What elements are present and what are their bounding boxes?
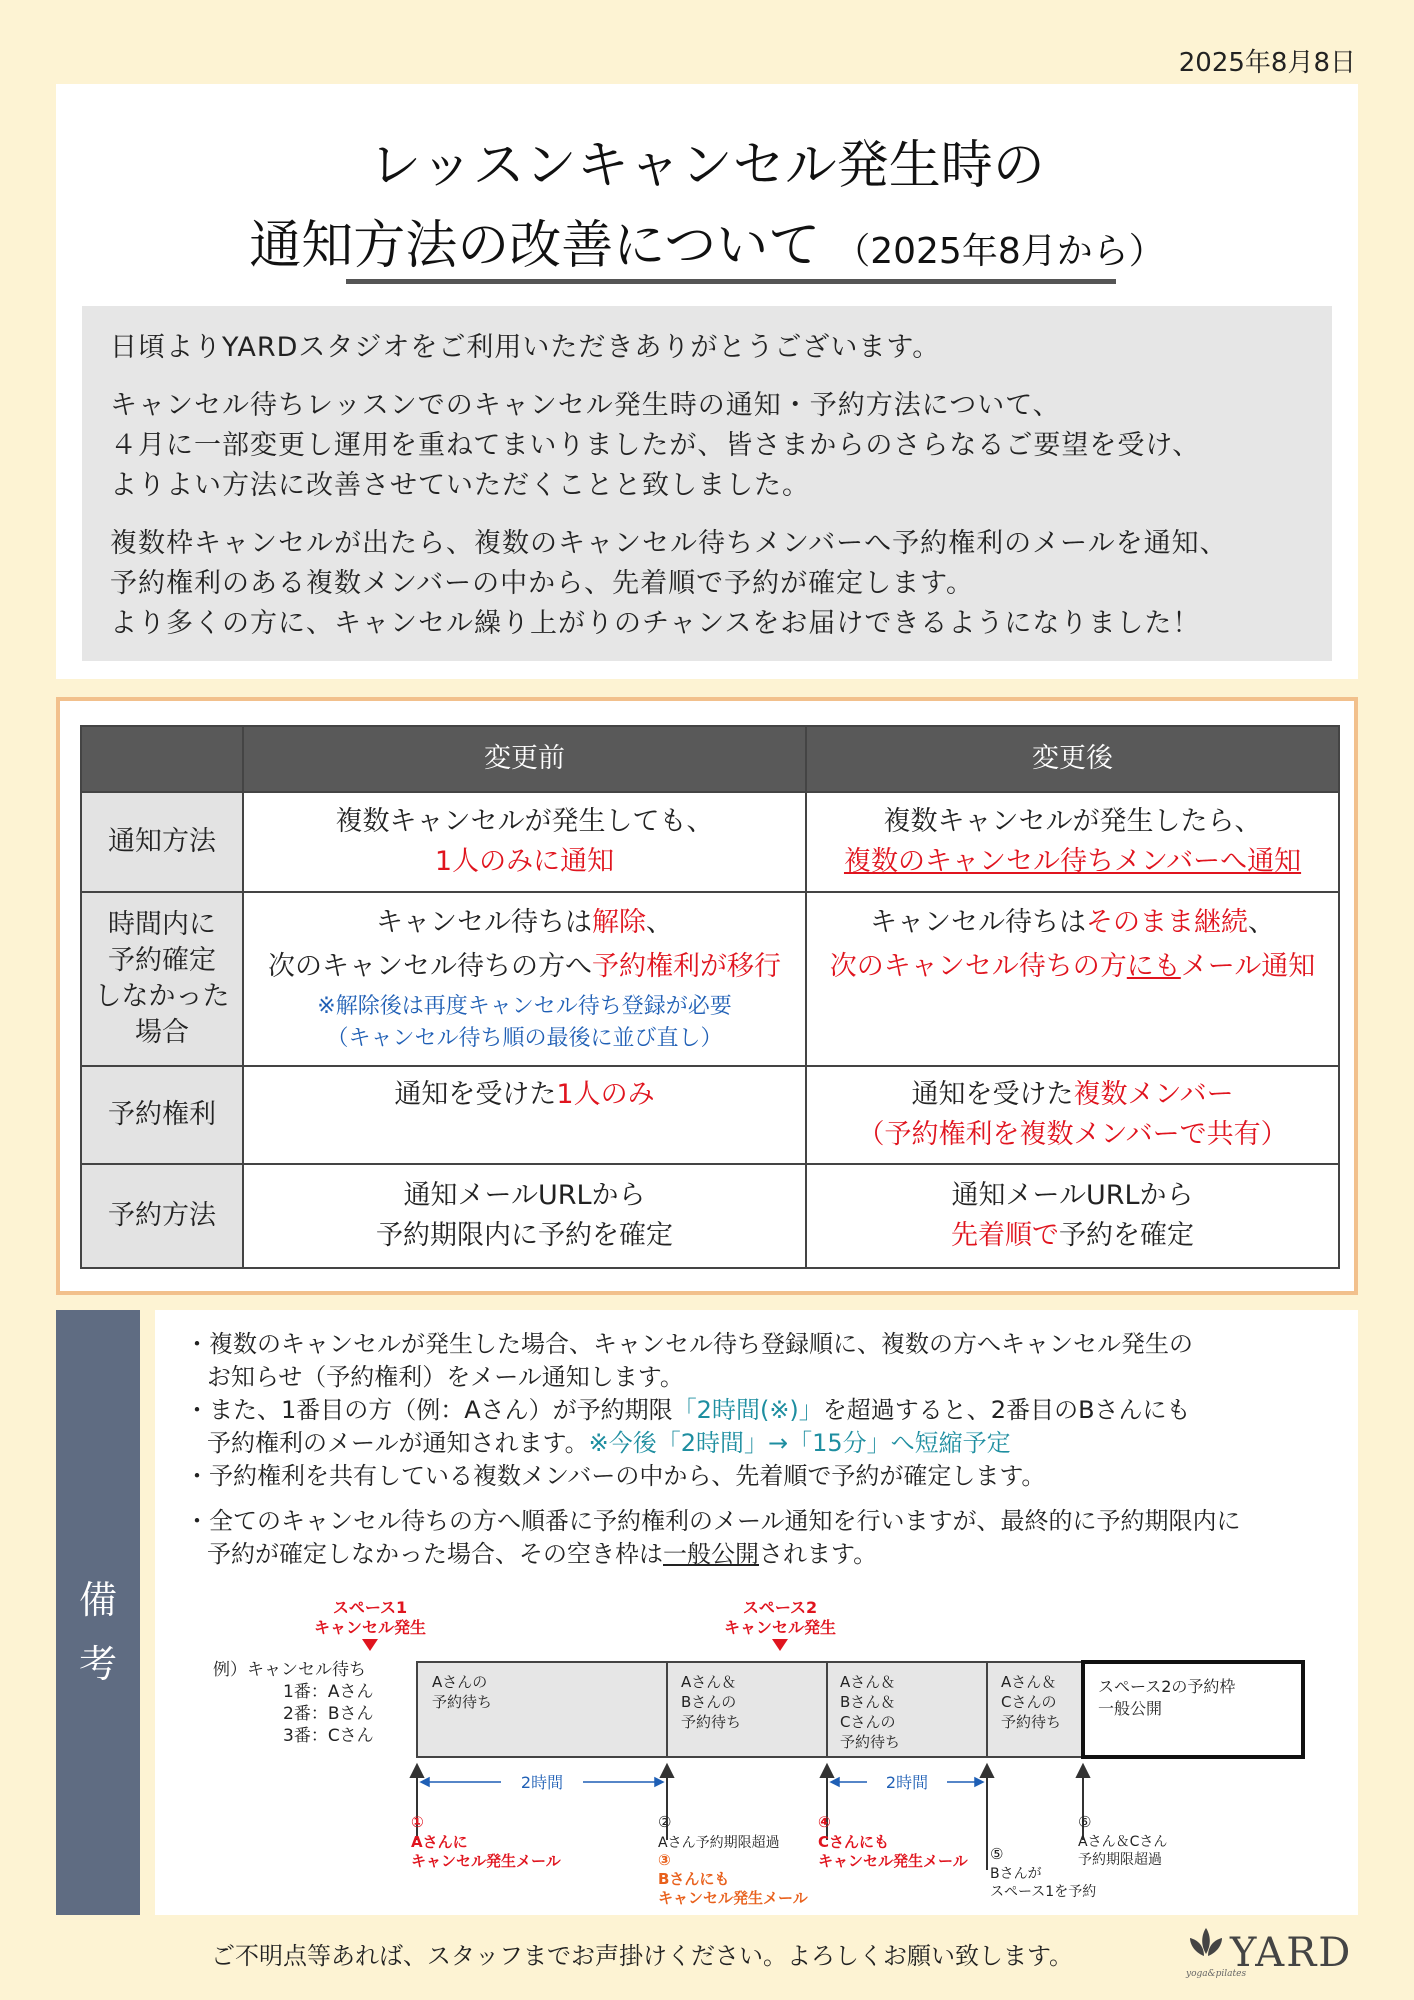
cell-text: キャンセル待ちは (870, 907, 1087, 938)
box-text: Cさんの (840, 1713, 896, 1731)
note-text-teal: 「2時間(※)」 (672, 1396, 823, 1424)
cell-text-red: 解除 (592, 907, 647, 938)
page-title-line2 (56, 214, 1358, 284)
cell-text-red: 予約権利が移行 (592, 951, 782, 982)
example-item: 3番：Cさん (283, 1726, 374, 1746)
up-arrow-icon (661, 1765, 673, 1777)
up-arrow-icon (981, 1765, 993, 1777)
event-text: Bさんにも (658, 1870, 730, 1888)
box-text: Aさん＆ (840, 1673, 896, 1691)
event-number: ① (411, 1813, 424, 1831)
note-item (181, 1394, 1341, 1460)
note-text-teal: ※今後「2時間」→「15分」へ短縮予定 (588, 1429, 1011, 1457)
cell-text: 、 (1248, 907, 1276, 938)
lotus-icon (1190, 1928, 1222, 1956)
space2-label: スペース2 (742, 1598, 818, 1617)
up-arrow-icon (1077, 1765, 1089, 1777)
event-text: キャンセル発生メール (411, 1852, 561, 1870)
side-char: 備 (78, 1578, 117, 1622)
right-arrow-icon (975, 1778, 983, 1786)
example-title: 例）キャンセル待ち (213, 1660, 366, 1680)
space2-arrow-icon (772, 1639, 788, 1651)
cell-text-red: そのまま継続 (1086, 907, 1249, 938)
cell-text-red: 複数のキャンセル待ちメンバーへ通知 (843, 846, 1302, 877)
cell-text-red: 次のキャンセル待ちの方 (829, 951, 1127, 982)
event-text: キャンセル発生メール (818, 1852, 968, 1870)
note-item (181, 1460, 1341, 1493)
cell-text-red: メール通知 (1180, 951, 1316, 982)
title-underline (346, 279, 1116, 284)
space1-sublabel: キャンセル発生 (313, 1618, 427, 1637)
cell-text-red: （予約権利を複数メンバーで共有） (857, 1119, 1288, 1150)
box-text: Aさん＆ (681, 1673, 737, 1691)
intro-p2 (110, 386, 1304, 506)
note-text: されます。 (759, 1540, 878, 1568)
note-text-underline: 一般公開 (663, 1540, 759, 1568)
intro-p3-l3: より多くの方に、キャンセル繰り上がりのチャンスをお届けできるようになりました！ (110, 608, 1201, 639)
notes-side-label (56, 1310, 140, 1915)
table-row (81, 792, 1339, 892)
date: 2025年8月8日 (1178, 48, 1356, 78)
table-row (81, 1164, 1339, 1268)
event-number: ② (658, 1813, 672, 1831)
header-panel (56, 84, 1358, 679)
event-text: Bさんが (990, 1866, 1042, 1882)
row-label-method: 予約方法 (81, 1164, 243, 1268)
space2-sublabel: キャンセル発生 (723, 1618, 837, 1637)
table-header-row (81, 726, 1339, 792)
page-title-main: 通知方法の改善について (249, 216, 821, 276)
cell-line (807, 903, 1338, 943)
cell-after (806, 1164, 1339, 1268)
cell-note: （キャンセル待ち順の最後に並び直し） (326, 1026, 723, 1051)
table-header-before: 変更前 (243, 726, 806, 792)
row-label-right: 予約権利 (81, 1066, 243, 1164)
event-text: 予約期限超過 (1078, 1852, 1162, 1868)
space1-arrow-icon (362, 1639, 378, 1651)
yard-logo (1184, 1920, 1374, 1984)
cell-text: 予約を確定 (1059, 1220, 1195, 1251)
left-arrow-icon (421, 1778, 429, 1786)
label-line: 時間内に (108, 909, 216, 940)
page-title-suffix: （2025年8月から） (834, 231, 1165, 272)
label-line: 予約確定 (108, 945, 216, 976)
label-line: 場合 (135, 1017, 189, 1048)
intro-p3 (110, 524, 1304, 644)
span-label: 2時間 (885, 1773, 929, 1792)
cell-text: 、 (646, 907, 674, 938)
note-text: 予約が確定しなかった場合、その空き枠は (207, 1540, 663, 1568)
note-item (181, 1328, 1341, 1394)
cell-text-red: 先着順で (951, 1220, 1060, 1251)
event-text: Cさんにも (818, 1833, 890, 1851)
cell-after (806, 792, 1339, 892)
timeline-diagram (155, 1595, 1358, 1915)
span-label: 2時間 (520, 1773, 564, 1792)
cell-text: 通知を受けた (911, 1079, 1074, 1110)
cell-text: 次のキャンセル待ちの方へ (268, 951, 593, 982)
cell-text: 通知メールURLから (951, 1180, 1194, 1211)
note-text: を超過すると、2番目のBさんにも (822, 1396, 1191, 1424)
intro-p3-l2: 予約権利のある複数メンバーの中から、先着順で予約が確定します。 (110, 568, 974, 599)
intro-p2-l1: キャンセル待ちレッスンでのキャンセル発生時の通知・予約方法について、 (110, 390, 1061, 421)
cell-text: 複数キャンセルが発生したら、 (883, 806, 1262, 837)
box-text: Bさん＆ (840, 1693, 896, 1711)
note-text: ・予約権利を共有している複数メンバーの中から、先着順で予約が確定します。 (185, 1462, 1046, 1490)
logo-tagline: yoga&pilates (1186, 1969, 1247, 1979)
event-number: ⑥ (1078, 1813, 1092, 1831)
cell-after (806, 892, 1339, 1066)
cell-before (243, 892, 806, 1066)
box-text: 予約待ち (840, 1733, 901, 1751)
box-text: 一般公開 (1098, 1699, 1163, 1718)
cell-line (244, 947, 805, 987)
event-text: Aさん＆Cさん (1078, 1834, 1168, 1850)
table-header-blank (81, 726, 243, 792)
note-text: ・また、1番目の方（例：Aさん）が予約期限 (185, 1396, 673, 1424)
comparison-panel (56, 697, 1358, 1295)
intro-p3-l1: 複数枠キャンセルが出たら、複数のキャンセル待ちメンバーへ予約権利のメールを通知、 (110, 528, 1228, 559)
table-row (81, 1066, 1339, 1164)
event-number: ④ (818, 1813, 831, 1831)
table-header-after: 変更後 (806, 726, 1339, 792)
notes-panel (155, 1310, 1358, 1915)
intro-box (82, 306, 1332, 661)
event-text: Aさんに (411, 1833, 468, 1851)
row-label-notify: 通知方法 (81, 792, 243, 892)
cell-note: ※解除後は再度キャンセル待ち登録が必要 (317, 994, 732, 1019)
table-row (81, 892, 1339, 1066)
cell-text: 複数キャンセルが発生しても、 (335, 806, 714, 837)
note-text: ・全てのキャンセル待ちの方へ順番に予約権利のメール通知を行いますが、最終的に予約期限内に (185, 1507, 1241, 1535)
cell-before (243, 1164, 806, 1268)
cell-before (243, 1066, 806, 1164)
box-text: スペース2の予約枠 (1098, 1677, 1236, 1696)
example-item: 1番：Aさん (283, 1682, 374, 1702)
left-arrow-icon (831, 1778, 839, 1786)
label-line: しなかった (94, 981, 230, 1012)
cell-line (807, 947, 1338, 987)
up-arrow-icon (821, 1765, 833, 1777)
event-text: キャンセル発生メール (658, 1889, 808, 1907)
side-char: 考 (78, 1642, 117, 1686)
page-title-line1: レッスンキャンセル発生時の (369, 136, 1045, 196)
cell-text-red: 複数メンバー (1073, 1079, 1234, 1110)
box-text: Aさんの (432, 1673, 488, 1691)
event-text: スペース1を予約 (990, 1884, 1097, 1900)
cell-text-red: 1人のみに通知 (434, 846, 615, 877)
logo-wordmark: YARD (1230, 1930, 1353, 1976)
row-label-timeout (81, 892, 243, 1066)
cell-text: 通知を受けた (394, 1079, 557, 1110)
intro-p2-l2: ４月に一部変更し運用を重ねてまいりましたが、皆さまからのさらなるご要望を受け、 (110, 430, 1201, 461)
note-item (181, 1505, 1341, 1571)
footer-message: ご不明点等あれば、スタッフまでお声掛けください。よろしくお願い致します。 (210, 1942, 1074, 1970)
cell-text-red: にも (1126, 951, 1181, 982)
cell-text-red: 1人のみ (556, 1079, 655, 1110)
right-arrow-icon (655, 1778, 663, 1786)
comparison-table (80, 725, 1340, 1269)
cell-before (243, 792, 806, 892)
box-text: Aさん＆ (1001, 1673, 1057, 1691)
up-arrow-icon (411, 1765, 423, 1777)
box-text: 予約待ち (681, 1713, 742, 1731)
note-text: ・複数のキャンセルが発生した場合、キャンセル待ち登録順に、複数の方へキャンセル発生の (185, 1330, 1193, 1358)
space1-label: スペース1 (332, 1598, 408, 1617)
event-number: ⑤ (990, 1845, 1004, 1863)
event-text: Aさん予約期限超過 (658, 1835, 780, 1851)
cell-line (244, 903, 805, 943)
note-text: 予約権利のメールが通知されます。 (207, 1429, 589, 1457)
intro-p1: 日頃よりYARDスタジオをご利用いただきありがとうございます。 (110, 332, 941, 363)
box-text: Cさんの (1001, 1693, 1057, 1711)
cell-text: キャンセル待ちは (376, 907, 593, 938)
example-item: 2番：Bさん (283, 1704, 374, 1724)
notes-list (181, 1328, 1341, 1571)
box-text: Bさんの (681, 1693, 737, 1711)
cell-text: 予約期限内に予約を確定 (376, 1220, 674, 1251)
box-text: 予約待ち (432, 1693, 493, 1711)
note-text: お知らせ（予約権利）をメール通知します。 (207, 1363, 684, 1391)
intro-p2-l3: よりよい方法に改善させていただくことと致しました。 (110, 470, 810, 501)
cell-text: 通知メールURLから (403, 1180, 646, 1211)
event-number: ③ (658, 1851, 671, 1869)
box-text: 予約待ち (1001, 1713, 1062, 1731)
cell-after (806, 1066, 1339, 1164)
